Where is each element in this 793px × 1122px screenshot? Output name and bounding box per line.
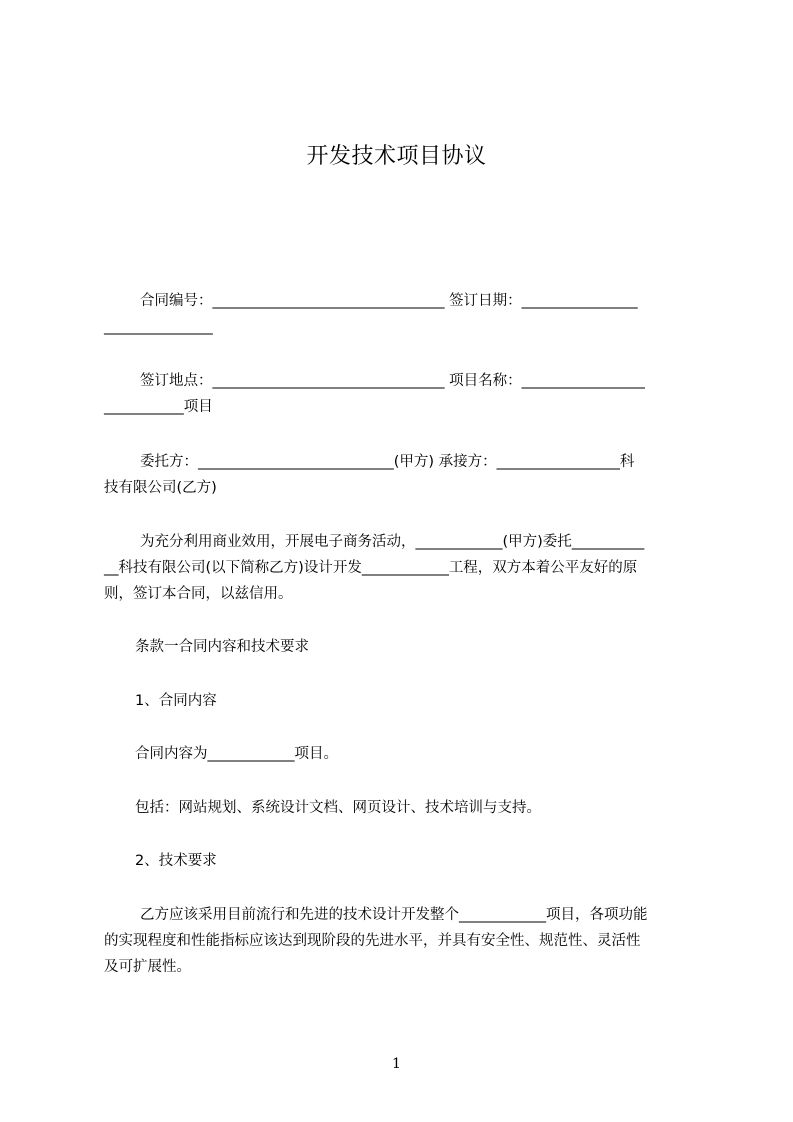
page-title: 开发技术项目协议 xyxy=(306,144,487,169)
parties-line-cont: 技有限公司(乙方) xyxy=(104,480,217,496)
section-tech-requirements-heading: 2、技术要求 xyxy=(135,853,217,869)
contract-content-text: 合同内容为____________项目。 xyxy=(135,746,338,762)
contract-number-line-cont: _______________ xyxy=(104,319,213,335)
signing-place-line-cont: ___________项目 xyxy=(104,399,213,415)
signing-place-line: 签订地点：________________________________ 项目名称：_________________ xyxy=(140,373,645,389)
intro-paragraph-line-3: 则，签订本合同，以兹信用。 xyxy=(104,586,293,602)
intro-paragraph-line-1: 为充分利用商业效用，开展电子商务活动，____________(甲方)委托__________ xyxy=(140,534,645,550)
tech-requirements-line-2: 的实现程度和性能指标应该达到现阶段的先进水平，并具有安全性、规范性、灵活性 xyxy=(104,933,641,949)
intro-paragraph-line-2: __科技有限公司(以下简称乙方)设计开发____________工程，双方本着公平友好的原 xyxy=(104,560,638,576)
tech-requirements-line-3: 及可扩展性。 xyxy=(104,959,191,975)
includes-text: 包括：网站规划、系统设计文档、网页设计、技术培训与支持。 xyxy=(135,800,541,816)
parties-line: 委托方：___________________________(甲方) 承接方：_________________科 xyxy=(140,454,635,470)
tech-requirements-line-1: 乙方应该采用目前流行和先进的技术设计开发整个____________项目，各项功能 xyxy=(140,907,648,923)
page-number: 1 xyxy=(392,1056,401,1072)
clause-one-heading: 条款一合同内容和技术要求 xyxy=(135,639,309,655)
section-contract-content-heading: 1、合同内容 xyxy=(135,693,217,709)
contract-number-line: 合同编号：________________________________ 签订日期：________________ xyxy=(140,293,638,309)
